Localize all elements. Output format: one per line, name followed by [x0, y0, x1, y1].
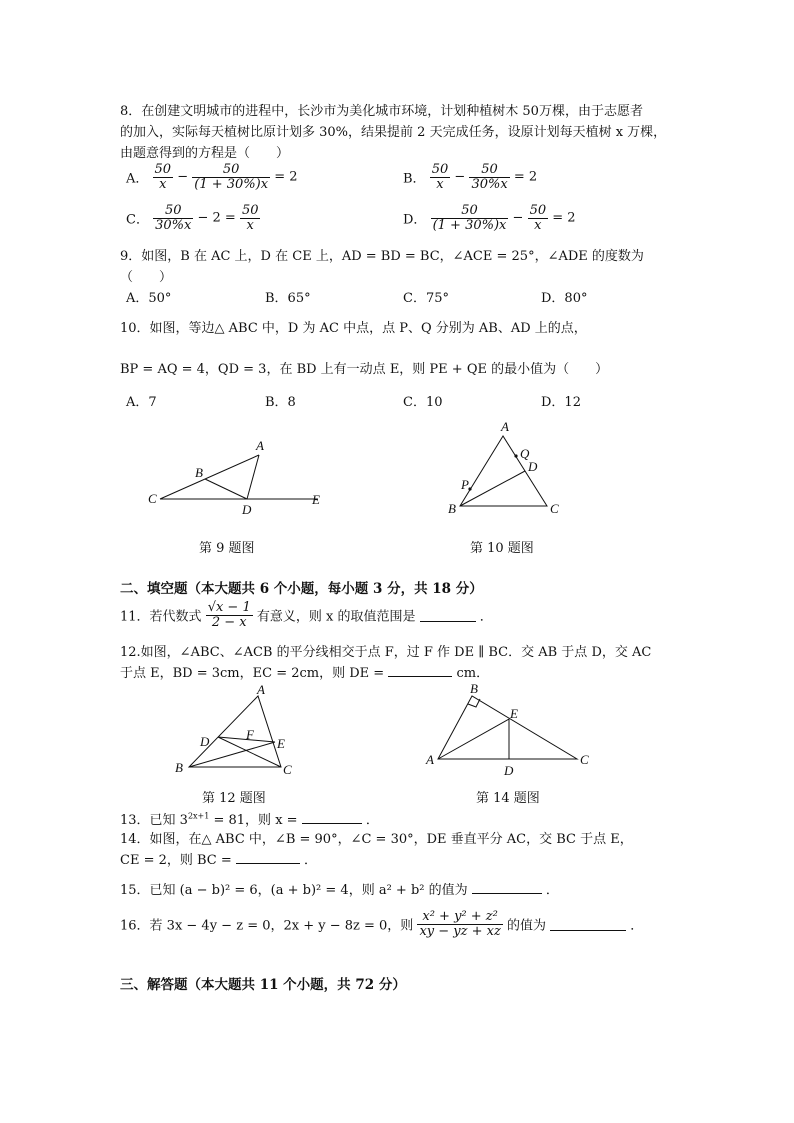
- label-e: E: [312, 492, 320, 507]
- fraction: $\frac{\text{x² + y² + z²}}{xy - yz + xz}$: [419, 909, 501, 939]
- label-d: D: [200, 734, 210, 749]
- label-a: A: [426, 752, 434, 767]
- q13: 13．已知 $3^{2x+1} = 81$，则 x = ．: [120, 811, 379, 828]
- q8-line2: 的加入，实际每天植树比原计划多 30%，结果提前 2 天完成任务，设原计划每天植树 x 万棵，: [120, 125, 667, 140]
- section-3-title: 三、解答题（本大题共 11 个小题，共 72 分）: [120, 977, 406, 993]
- label-b: B: [195, 465, 203, 480]
- q10-option-c[interactable]: C．10: [403, 395, 443, 410]
- q8-option-c[interactable]: C． $\frac{50}{30\%x}$ − 2 = $\frac{50}{x}$: [126, 203, 259, 233]
- q8-option-b[interactable]: B． $\frac{50}{x}$ − $\frac{50}{30\%x}$ = 2: [403, 162, 538, 192]
- q10-option-d[interactable]: D．12: [541, 395, 581, 410]
- fraction: $\frac{50}{x}$: [154, 162, 172, 192]
- q10-line2: BP = AQ = 4，QD = 3，在 BD 上有一动点 E，则 PE + QE 的最小值为（ ）: [120, 362, 609, 377]
- point-q: [514, 454, 517, 457]
- label-b: B: [470, 682, 478, 696]
- fraction: $\frac{50}{x}$: [431, 162, 449, 192]
- q9-line1: 9．如图，B 在 AC 上，D 在 CE 上，AD = BD = BC，∠ACE = 25°，∠ADE 的度数为: [120, 249, 644, 264]
- label-c: C: [148, 491, 157, 506]
- label-a: A: [257, 682, 265, 697]
- q12-line1: 12.如图，∠ABC、∠ACB 的平分线相交于点 F，过 F 作 DE ∥ BC．交 AB 于点 D，交 AC: [120, 645, 652, 660]
- label-c: C: [580, 752, 589, 767]
- label-q: Q: [520, 446, 530, 461]
- label-e: E: [510, 706, 518, 721]
- q9-option-c[interactable]: C．75°: [403, 291, 449, 306]
- q15: 15．已知 (a − b)² = 6，(a + b)² = 4，则 a² + b² 的值为 ．: [120, 883, 559, 898]
- figure-9: [140, 430, 340, 525]
- q9-option-b[interactable]: B．65°: [265, 291, 311, 306]
- fraction: $\frac{50}{30\%x}$: [155, 203, 192, 233]
- line-bd: [205, 479, 247, 499]
- label-d: D: [242, 502, 252, 517]
- q11: 11．若代数式 $\frac{√x - 1}{2 - x}$ 有意义，则 x 的取值范围是 ．: [120, 600, 493, 630]
- label-e: E: [277, 736, 285, 751]
- fraction: $\frac{√x - 1}{2 - x}$: [207, 600, 251, 630]
- section-2-title: 二、填空题（本大题共 6 个小题，每小题 3 分，共 18 分）: [120, 581, 483, 597]
- answer-blank[interactable]: [388, 664, 452, 677]
- label-a: A: [501, 419, 509, 434]
- q14-line1: 14．如图，在△ ABC 中，∠B = 90°，∠C = 30°，DE 垂直平分 AC，交 BC 于点 E，: [120, 832, 633, 847]
- q8-line3: 由题意得到的方程是（ ）: [120, 146, 290, 161]
- label-p: P: [461, 477, 469, 492]
- q8-option-a[interactable]: A． $\frac{50}{x}$ − $\frac{50}{(1 + 30\%)x}$ = 2: [126, 162, 298, 192]
- q10-option-b[interactable]: B．8: [265, 395, 296, 410]
- line-ca: [160, 455, 259, 499]
- answer-blank[interactable]: [236, 851, 300, 864]
- label-a: A: [256, 438, 264, 453]
- q12-line2: 于点 E，BD = 3cm，EC = 2cm，则 DE = cm．: [120, 666, 490, 681]
- label-d: D: [528, 459, 538, 474]
- fraction: $\frac{50}{(1 + 30\%)x}$: [432, 203, 507, 233]
- label-d: D: [504, 763, 514, 778]
- q8-line1: 8．在创建文明城市的进程中，长沙市为美化城市环境，计划种植树木 50万棵，由于志愿者: [120, 104, 643, 119]
- label-b: B: [175, 760, 183, 775]
- label-b: B: [448, 501, 456, 516]
- triangle-abc: [438, 696, 577, 759]
- q10-line1: 10．如图，等边△ ABC 中，D 为 AC 中点，点 P、Q 分别为 AB、AD 上的点，: [120, 321, 587, 336]
- line-ad: [247, 455, 259, 499]
- q8-option-d[interactable]: D． $\frac{50}{(1 + 30\%)x}$ − $\frac{50}{x}$ = 2: [403, 203, 576, 233]
- fraction: $\frac{50}{x}$: [529, 203, 547, 233]
- figure-14: [420, 682, 600, 782]
- answer-blank[interactable]: [420, 609, 476, 622]
- q16: 16．若 3x − 4y − z = 0，2x + y − 8z = 0，则 $\frac{\text{x² + y² + z²}}{xy - yz + xz}$ 的值为 ．: [120, 909, 644, 939]
- figure-14-caption: 第 14 题图: [476, 791, 540, 806]
- q14-line2: CE = 2，则 BC = ．: [120, 853, 318, 868]
- figure-10-caption: 第 10 题图: [470, 541, 534, 556]
- answer-blank[interactable]: [550, 918, 626, 931]
- triangle-abc: [189, 696, 281, 767]
- fraction: $\frac{50}{x}$: [241, 203, 259, 233]
- label-c: C: [283, 762, 292, 777]
- fraction: $\frac{50}{(1 + 30\%)x}$: [194, 162, 269, 192]
- label-c: C: [550, 501, 559, 516]
- label-f: F: [246, 727, 254, 742]
- q9-option-a[interactable]: A．50°: [126, 291, 172, 306]
- q9-option-d[interactable]: D．80°: [541, 291, 588, 306]
- figure-12-caption: 第 12 题图: [202, 791, 266, 806]
- q9-line2: （ ）: [120, 270, 173, 285]
- figure-10: [440, 418, 570, 523]
- fraction: $\frac{50}{30\%x}$: [471, 162, 508, 192]
- figure-9-caption: 第 9 题图: [199, 541, 255, 556]
- answer-blank[interactable]: [472, 881, 542, 894]
- answer-blank[interactable]: [302, 811, 362, 824]
- figure-12: [165, 682, 305, 782]
- q10-option-a[interactable]: A．7: [126, 395, 157, 410]
